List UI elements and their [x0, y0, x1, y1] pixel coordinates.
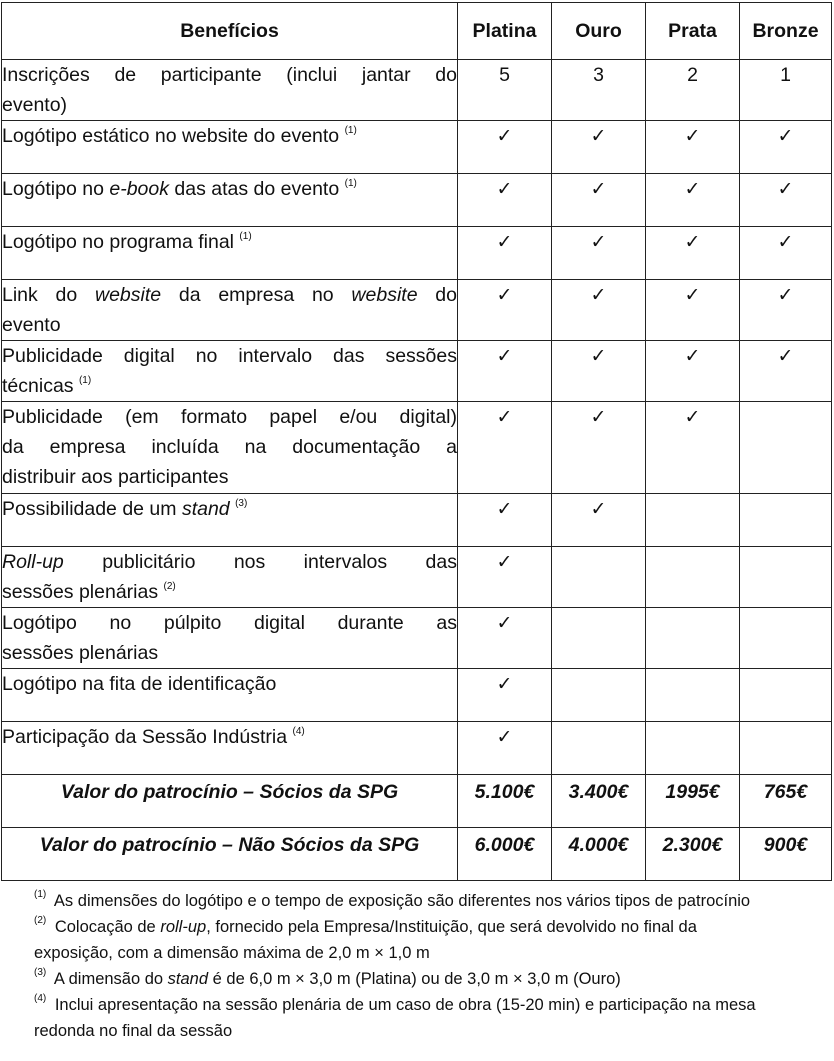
- benefit-text: publicitário nos intervalos das: [63, 551, 457, 573]
- benefit-text: sessões plenárias: [2, 581, 159, 603]
- benefit-label: [2, 341, 458, 402]
- table-row: [2, 494, 832, 547]
- platina-price: 6.000€: [458, 828, 552, 881]
- benefit-text: Logótipo no púlpito digital durante as: [2, 612, 457, 634]
- table-row: [2, 227, 832, 280]
- table-row: [2, 547, 832, 608]
- table-header-row: [2, 3, 832, 60]
- checkmark-icon: ✓: [590, 178, 607, 200]
- prata-cell: [646, 547, 740, 608]
- benefit-text: Link do: [2, 284, 95, 306]
- platina-cell: [458, 722, 552, 775]
- benefit-label-line: [2, 608, 457, 638]
- table-row: [2, 722, 832, 775]
- benefit-label-line: [2, 227, 457, 257]
- benefit-label: [2, 227, 458, 280]
- benefit-label: [2, 60, 458, 121]
- header-ouro: Ouro: [552, 3, 646, 60]
- footnote-text: As dimensões do logótipo e o tempo de exposição são diferentes nos vários tipos de patrocínio: [53, 892, 751, 910]
- benefit-text-italic: website: [351, 284, 418, 306]
- bronze-cell: [740, 174, 832, 227]
- checkmark-icon: ✓: [777, 345, 794, 367]
- benefit-label: [2, 494, 458, 547]
- sponsorship-benefits-table: [1, 2, 832, 881]
- checkmark-icon: ✓: [590, 125, 607, 147]
- footnote-ref: (3): [235, 497, 248, 509]
- footnote-text: Colocação de: [54, 918, 161, 936]
- footnote-ref: (1): [78, 374, 92, 386]
- benefit-label-line: [2, 577, 457, 607]
- platina-cell: [458, 280, 552, 341]
- prata-cell: [646, 341, 740, 402]
- table-row: [2, 669, 832, 722]
- benefit-label: [2, 174, 458, 227]
- checkmark-icon: ✓: [496, 125, 513, 147]
- benefit-text: distribuir aos participantes: [2, 466, 229, 488]
- platina-cell: [458, 494, 552, 547]
- checkmark-icon: ✓: [777, 125, 794, 147]
- platina-cell: [458, 341, 552, 402]
- benefit-text: Logótipo no programa final: [2, 231, 234, 253]
- checkmark-icon: ✓: [496, 551, 513, 573]
- bronze-cell: [740, 402, 832, 494]
- benefit-text-italic: stand: [181, 498, 230, 520]
- benefit-label-line: [2, 432, 457, 462]
- price-label: Valor do patrocínio – Não Sócios da SPG: [2, 828, 458, 881]
- benefit-label: [2, 121, 458, 174]
- ouro-price: 4.000€: [552, 828, 646, 881]
- checkmark-icon: ✓: [684, 406, 701, 428]
- ouro-value: 3: [552, 60, 646, 121]
- benefit-text: Publicidade (em formato papel e/ou digital): [2, 406, 457, 428]
- benefit-text: da empresa no: [161, 284, 352, 306]
- prata-cell: [646, 121, 740, 174]
- platina-cell: [458, 227, 552, 280]
- ouro-cell: [552, 669, 646, 722]
- ouro-cell: [552, 722, 646, 775]
- checkmark-icon: ✓: [590, 284, 607, 306]
- benefit-label-line: [2, 722, 457, 752]
- footnote-ref: (2): [163, 580, 176, 592]
- platina-value: 5: [458, 60, 552, 121]
- benefit-text: evento): [2, 94, 68, 116]
- ouro-price: 3.400€: [552, 775, 646, 828]
- table-row: [2, 280, 832, 341]
- table-row: [2, 402, 832, 494]
- header-platina: Platina: [458, 3, 552, 60]
- checkmark-icon: ✓: [590, 406, 607, 428]
- benefit-label-line: [2, 310, 457, 340]
- header-bronze: Bronze: [740, 3, 832, 60]
- footnote-text-italic: roll-up: [160, 918, 207, 936]
- checkmark-icon: ✓: [777, 284, 794, 306]
- checkmark-icon: ✓: [684, 231, 701, 253]
- platina-price: 5.100€: [458, 775, 552, 828]
- checkmark-icon: ✓: [777, 178, 794, 200]
- checkmark-icon: ✓: [684, 345, 701, 367]
- footnote-text: A dimensão do: [53, 970, 168, 988]
- bronze-cell: [740, 547, 832, 608]
- table-row: [2, 60, 832, 121]
- checkmark-icon: ✓: [496, 345, 513, 367]
- checkmark-icon: ✓: [590, 345, 607, 367]
- footnote-mark: (4): [34, 992, 47, 1004]
- benefit-text: Logótipo na fita de identificação: [2, 673, 277, 695]
- ouro-cell: [552, 402, 646, 494]
- benefit-label-line: [2, 341, 457, 371]
- prata-cell: [646, 494, 740, 547]
- bronze-cell: [740, 494, 832, 547]
- bronze-value: 1: [740, 60, 832, 121]
- table-row: [2, 608, 832, 669]
- prata-price: 1995€: [646, 775, 740, 828]
- benefit-text: Logótipo estático no website do evento: [2, 125, 340, 147]
- footnote-ref: (1): [239, 230, 252, 242]
- checkmark-icon: ✓: [496, 231, 513, 253]
- benefit-label-line: [2, 638, 457, 668]
- ouro-cell: [552, 121, 646, 174]
- ouro-cell: [552, 174, 646, 227]
- benefit-label-line: [2, 494, 457, 524]
- header-prata: Prata: [646, 3, 740, 60]
- prata-cell: [646, 608, 740, 669]
- prata-cell: [646, 722, 740, 775]
- checkmark-icon: ✓: [684, 125, 701, 147]
- footnote-mark: (1): [34, 888, 47, 900]
- table-row: [2, 341, 832, 402]
- platina-cell: [458, 121, 552, 174]
- checkmark-icon: ✓: [684, 178, 701, 200]
- footnote-1: [34, 888, 829, 914]
- checkmark-icon: ✓: [496, 673, 513, 695]
- bronze-cell: [740, 722, 832, 775]
- prata-cell: [646, 402, 740, 494]
- footnote-text-italic: stand: [167, 970, 209, 988]
- checkmark-icon: ✓: [777, 231, 794, 253]
- footnote-text: redonda no final da sessão: [34, 1022, 233, 1040]
- prata-cell: [646, 227, 740, 280]
- benefit-text: Possibilidade de um: [2, 498, 182, 520]
- benefit-label-line: [2, 547, 457, 577]
- benefit-label-line: [2, 462, 457, 492]
- price-label: Valor do patrocínio – Sócios da SPG: [2, 775, 458, 828]
- bronze-cell: [740, 227, 832, 280]
- benefit-label: [2, 280, 458, 341]
- footnote-mark: (3): [34, 966, 47, 978]
- ouro-cell: [552, 227, 646, 280]
- benefit-text: evento: [2, 314, 61, 336]
- benefit-label-line: [2, 402, 457, 432]
- footnote-ref: (1): [344, 124, 357, 136]
- footnote-mark: (2): [34, 914, 47, 926]
- price-row: [2, 775, 832, 828]
- benefit-text: do: [417, 284, 457, 306]
- checkmark-icon: ✓: [496, 498, 513, 520]
- benefit-label-line: [2, 371, 457, 401]
- benefit-label-line: [2, 174, 457, 204]
- benefit-text-italic: e-book: [109, 178, 169, 200]
- ouro-cell: [552, 494, 646, 547]
- platina-cell: [458, 547, 552, 608]
- prata-price: 2.300€: [646, 828, 740, 881]
- footnote-3: [34, 966, 829, 992]
- benefit-text: da empresa incluída na documentação a: [2, 436, 457, 458]
- benefit-label-line: [2, 669, 457, 699]
- ouro-cell: [552, 280, 646, 341]
- footnote-text: exposição, com a dimensão máxima de 2,0 m × 1,0 m: [34, 944, 430, 962]
- header-benefits: Benefícios: [2, 3, 458, 60]
- benefit-label-line: [2, 60, 457, 90]
- checkmark-icon: ✓: [496, 284, 513, 306]
- benefit-label: [2, 547, 458, 608]
- checkmark-icon: ✓: [496, 406, 513, 428]
- platina-cell: [458, 402, 552, 494]
- table-row: [2, 174, 832, 227]
- ouro-cell: [552, 547, 646, 608]
- benefit-label-line: [2, 121, 457, 151]
- prata-cell: [646, 280, 740, 341]
- footnote-text: , fornecido pela Empresa/Instituição, que será devolvido no final da: [206, 918, 697, 936]
- checkmark-icon: ✓: [496, 726, 513, 748]
- table-row: [2, 121, 832, 174]
- prata-cell: [646, 174, 740, 227]
- checkmark-icon: ✓: [590, 498, 607, 520]
- benefit-text-italic: Roll-up: [2, 551, 64, 573]
- benefit-text-italic: website: [95, 284, 162, 306]
- ouro-cell: [552, 341, 646, 402]
- footnote-text: é de 6,0 m × 3,0 m (Platina) ou de 3,0 m × 3,0 m (Ouro): [208, 970, 621, 988]
- bronze-cell: [740, 121, 832, 174]
- benefit-text: das atas do evento: [168, 178, 340, 200]
- footnote-2: [34, 914, 829, 966]
- benefit-text: técnicas: [2, 375, 74, 397]
- bronze-cell: [740, 341, 832, 402]
- bronze-price: 765€: [740, 775, 832, 828]
- benefit-label-line: [2, 280, 457, 310]
- ouro-cell: [552, 608, 646, 669]
- checkmark-icon: ✓: [496, 612, 513, 634]
- benefit-text: Participação da Sessão Indústria: [2, 726, 288, 748]
- bronze-cell: [740, 669, 832, 722]
- checkmark-icon: ✓: [590, 231, 607, 253]
- benefit-label-line: [2, 90, 457, 120]
- prata-value: 2: [646, 60, 740, 121]
- benefit-text: Inscrições de participante (inclui jantar do: [2, 64, 457, 86]
- platina-cell: [458, 669, 552, 722]
- bronze-price: 900€: [740, 828, 832, 881]
- benefit-label: [2, 669, 458, 722]
- checkmark-icon: ✓: [684, 284, 701, 306]
- benefit-label: [2, 608, 458, 669]
- benefit-text: Publicidade digital no intervalo das sessões: [2, 345, 457, 367]
- platina-cell: [458, 608, 552, 669]
- benefit-text: Logótipo no: [2, 178, 110, 200]
- benefit-text: sessões plenárias: [2, 642, 159, 664]
- bronze-cell: [740, 280, 832, 341]
- footnote-text: Inclui apresentação na sessão plenária de um caso de obra (15-20 min) e participação na mesa: [54, 996, 756, 1014]
- bronze-cell: [740, 608, 832, 669]
- benefit-label: [2, 722, 458, 775]
- checkmark-icon: ✓: [496, 178, 513, 200]
- price-row: [2, 828, 832, 881]
- footnotes: [34, 888, 829, 1044]
- footnote-4: [34, 992, 829, 1044]
- benefit-label: [2, 402, 458, 494]
- footnote-ref: (1): [344, 177, 357, 189]
- footnote-ref: (4): [292, 725, 305, 737]
- platina-cell: [458, 174, 552, 227]
- prata-cell: [646, 669, 740, 722]
